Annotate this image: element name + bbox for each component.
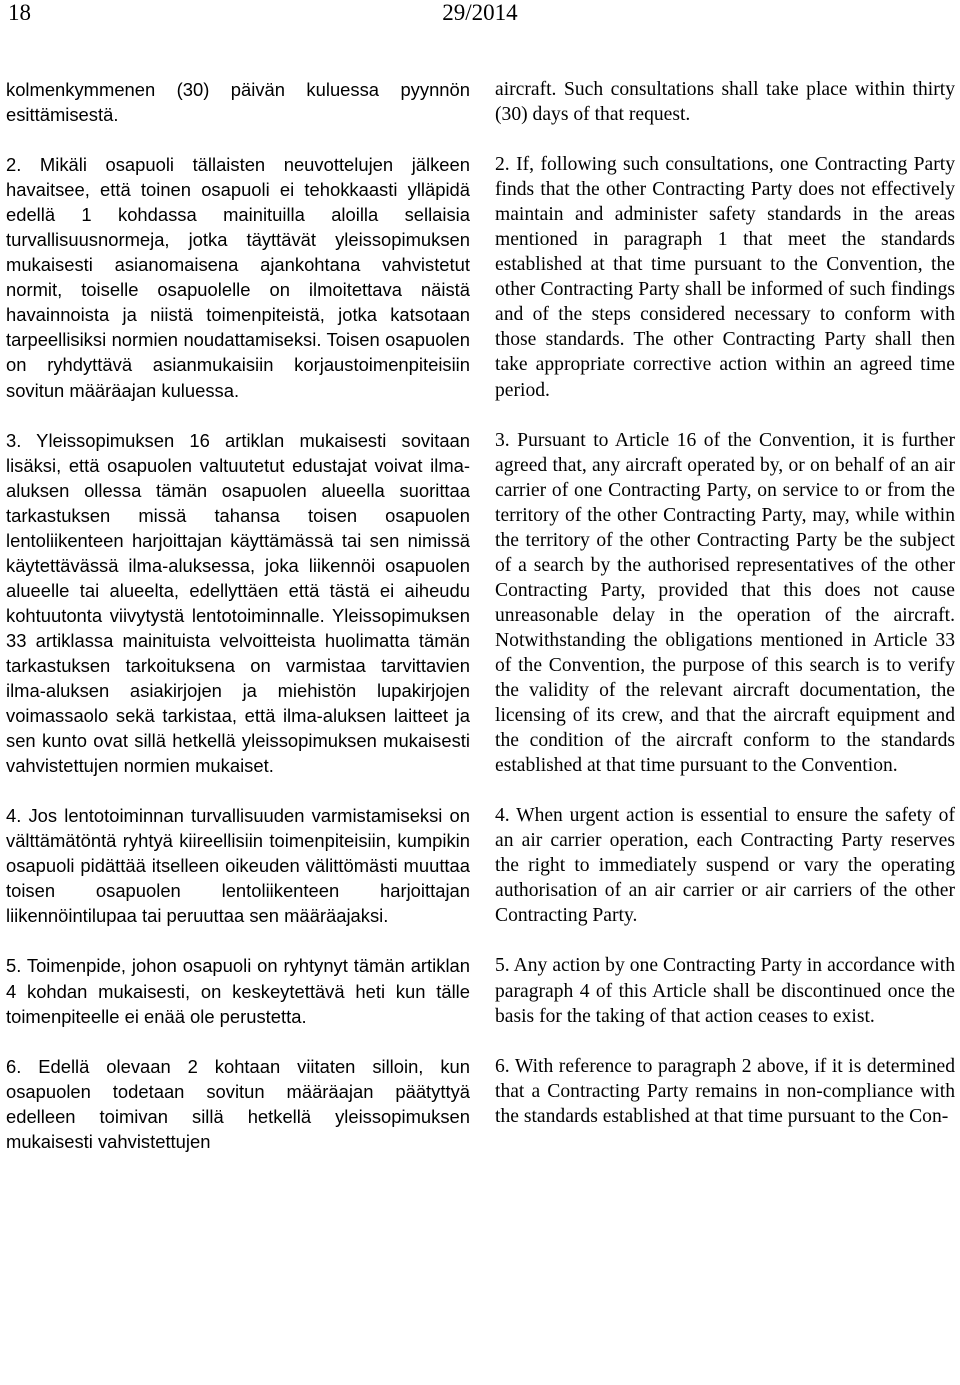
english-paragraph-continuation: aircraft. Such consultations shall take place within thirty (30) days of that request. [495, 79, 955, 126]
page-header [0, 0, 960, 50]
issue-number: 29/2014 [442, 0, 518, 25]
finnish-paragraph-3: 3. Yleissopimuksen 16 artiklan mukaisesti sovitaan lisäksi, että osapuolen valtuutetut edustajat voivat ilma-aluksen ollessa tämän osapuolen alueella suorittaa tarkastuksen missä tahansa toisen osapuolen lentoliikenteen harjoittajan käyttämässä tai sen nimissä käytettävässä ilma-aluksessa, joka liikennöi osapuolen alueelle tai alueelta, edellyttäen että tästä ei aiheudu kohtuutonta viivytystä lentotoiminnalle. Yleissopimuksen 33 artiklassa mainituista velvoitteista huolimatta tämän tarkastuksen tarkoituksena on varmistaa tarvittavien ilma-aluksen asiakirjojen ja miehistön lupakirjojen voimassaolo sekä tarkistaa, että ilma-aluksen laitteet ja sen kunto ovat sillä hetkellä yleissopimuksen mukaisesti vahvistettujen normien mukaiset. [6, 429, 470, 777]
english-paragraph-6: 6. With reference to paragraph 2 above, if it is determined that a Contracting Party remains in non-compliance with the standards established at that time pursuant to the Con- [495, 1055, 955, 1127]
english-column [495, 77, 955, 1129]
finnish-paragraph-2: 2. Mikäli osapuoli tällaisten neuvottelujen jälkeen havaitsee, että toinen osapuoli ei tehokkaasti ylläpidä edellä 1 kohdassa mainituilla aloilla sellaisia turvallisuusnormeja, jotka täyttävät yleissopimuksen mukaisesti asianomaisena ajankohtana vahvistetut normit, toiselle osapuolelle on ilmoitettava näistä havainnoista ja niistä toimenpiteistä, jotka katsotaan tarpeellisiksi normien noudattamiseksi. Toisen osapuolen on ryhdyttävä asianmukaisiin korjaustoimenpiteisiin sovitun määräajan kuluessa. [6, 154, 470, 401]
finnish-paragraph-4: 4. Jos lentotoiminnan turvallisuuden varmistamiseksi on välttämätöntä ryhtyä kiireellisiin toimenpiteisiin, kumpikin osapuoli pidättää itselleen oikeuden välittömästi muuttaa toisen osapuolen lentoliikenteen harjoittajan liikennöintilupaa tai peruuttaa sen määräajaksi. [6, 805, 470, 927]
english-paragraph-3: 3. Pursuant to Article 16 of the Convention, it is further agreed that, any aircraft operated by, or on behalf of an air carrier of one Contracting Party, on service to or from the territory of the other Contracting Party, may, while within the territory of the other Contracting Party be the subject of a search by the authorised representatives of the other Contracting Party, provided that this does not cause unreasonable delay in the operation of the aircraft. Notwithstanding the obligations mentioned in Article 33 of the Convention, the purpose of this search is to verify the validity of the relevant aircraft documentation, the licensing of its crew, and that the aircraft equipment and the condition of the aircraft conform to the standards established at that time pursuant to the Convention. [495, 429, 955, 777]
finnish-paragraph-6: 6. Edellä olevaan 2 kohtaan viitaten silloin, kun osapuolen todetaan sovitun määräajan päätyttyä edelleen toimivan sillä hetkellä yleissopimuksen mukaisesti vahvistettujen [6, 1055, 470, 1152]
finnish-paragraph-5: 5. Toimenpide, johon osapuoli on ryhtynyt tämän artiklan 4 kohdan mukaisesti, on keskeytettävä heti kun tälle toimenpiteelle ei enää ole perustetta. [6, 955, 470, 1027]
page-number: 18 [8, 0, 31, 25]
english-paragraph-4: 4. When urgent action is essential to ensure the safety of an air carrier operation, each Contracting Party reserves the right to immediately suspend or vary the operating authorisation of an air carrier or air carriers of the other Contracting Party. [495, 805, 955, 927]
finnish-column [6, 77, 470, 1154]
english-paragraph-2: 2. If, following such consultations, one Contracting Party finds that the other Contracting Party does not effectively maintain and administer safety standards in the areas mentioned in paragraph 1 that meet the standards established at that time pursuant to the Convention, the other Contracting Party shall be informed of such findings and of the steps considered necessary to conform with those standards. The other Contracting Party shall then take appropriate corrective action within an agreed time period. [495, 154, 955, 401]
finnish-paragraph-continuation: kolmenkymmenen (30) päivän kuluessa pyynnön esittämisestä. [6, 79, 470, 126]
english-paragraph-5: 5. Any action by one Contracting Party in accordance with paragraph 4 of this Article shall be discontinued once the basis for the taking of that action ceases to exist. [495, 955, 955, 1027]
